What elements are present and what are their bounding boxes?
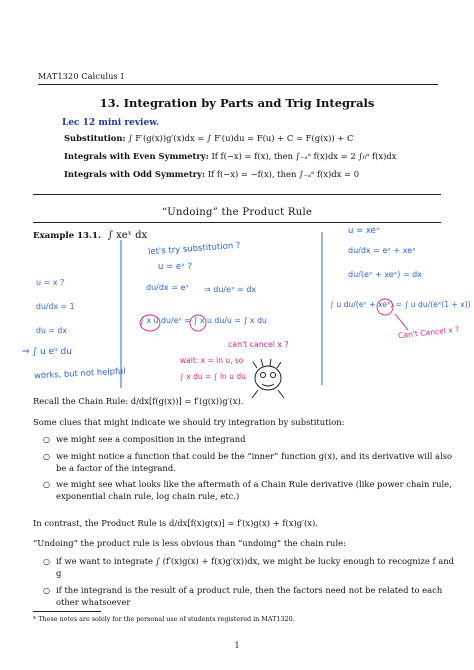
- odd-symmetry-formula: If f(−x) = −f(x), then ∫₋ₐᵃ f(x)dx = 0: [207, 169, 360, 179]
- footnote: * These notes are solely for the personal use of students registered in MAT1320.: [33, 615, 295, 623]
- chain-rule-text: Recall the Chain Rule:: [33, 396, 129, 406]
- arrow-to-cant-cancel: [395, 314, 408, 330]
- handwriting-du-dx-one: du/dx = 1: [36, 302, 75, 311]
- section-title: “Undoing” the Product Rule: [161, 207, 313, 218]
- example-number: Example 13.1.: [33, 231, 101, 241]
- even-symmetry-formula: If f(−x) = f(x), then ∫₋ₐᵃ f(x)dx = 2 ∫₀ᵃ f(x)dx: [211, 151, 397, 161]
- handwriting-u-equals-xex: u = xeˣ: [348, 226, 380, 236]
- undoing-item: ○ if the integrand is the result of a product rule, then the factors need not be related to each other whatsoever: [43, 585, 443, 607]
- handwriting-du-dx-ex: du/dx = eˣ: [146, 283, 189, 292]
- handwriting-cant-cancel-right: Can't Cancel x ?: [397, 324, 460, 341]
- handwriting-du-equals-dx: du = dx: [36, 326, 67, 335]
- page-number: 1: [234, 641, 240, 650]
- circle-x-left: [140, 315, 160, 331]
- handwriting-u-equals-ex: u = eˣ ?: [158, 262, 193, 272]
- undoing-text: if we want to integrate ∫ (f′(x)g(x) + f(x)g′(x))dx, we might be lucky enough to recognize f and g: [56, 556, 455, 578]
- undoing-text: if the integrand is the result of a product rule, then the factors need not be related to each other whatsoever: [56, 585, 443, 607]
- circle-x-right: [377, 299, 393, 315]
- clue-item: ○ we might see what looks like the aftermath of a Chain Rule derivative (like power chain rule, exponential chain rule, log chain rule, etc.): [43, 479, 452, 501]
- clue-text: we might notice a function that could be the “inner” function g(x), and its derivative will also be a factor of the integrand.: [56, 451, 453, 473]
- running-header: MAT1320 Calculus I: [38, 72, 124, 81]
- undoing-intro: “Undoing” the product rule is less obvious than “undoing” the chain rule:: [33, 538, 346, 548]
- handwriting-result: ∫ x du = ∫ ln u du: [180, 372, 246, 381]
- handwriting-dx-from-du: ⇒ du/eˣ = dx: [204, 285, 257, 294]
- review-heading: Lec 12 mini review.: [62, 118, 160, 128]
- footnote-rule: [33, 611, 101, 612]
- chain-rule-line: [33, 396, 243, 406]
- even-symmetry-label: Integrals with Even Symmetry:: [64, 151, 209, 161]
- doodle-face: [252, 359, 284, 398]
- chain-rule-formula: d/dx[f(g(x))] = f′(g(x))g′(x).: [130, 396, 244, 406]
- handwriting-wait: wait: x = ln u, so: [180, 356, 244, 365]
- handwriting-integral-right: ∫ u du/(eˣ + xeˣ) = ∫ u du/(eˣ(1 + x)): [330, 300, 471, 309]
- product-rule-line: [33, 518, 318, 528]
- handwriting-du-dx-right: du/dx = eˣ + xeˣ: [348, 246, 416, 255]
- clue-text: we might see a composition in the integrand: [56, 434, 246, 444]
- handwriting-dx-expression: du/(eˣ + xeˣ) = dx: [348, 270, 422, 279]
- clue-item: ○ we might notice a function that could be the “inner” function g(x), and its derivative will also be a factor of the integrand.: [43, 451, 453, 473]
- clues-intro: Some clues that might indicate we should try integration by substitution:: [33, 417, 345, 427]
- example-integral: ∫ xeˣ dx: [107, 230, 148, 241]
- handwriting-cant-cancel: can't cancel x ?: [228, 340, 289, 349]
- substitution-label: Substitution:: [64, 133, 126, 143]
- page-title: 13. Integration by Parts and Trig Integrals: [99, 96, 375, 110]
- clue-item: ○ we might see a composition in the integrand: [43, 434, 246, 444]
- clue-text: we might see what looks like the aftermath of a Chain Rule derivative (like power chain rule, exponential chain rule, log chain rule, etc.): [56, 479, 452, 501]
- undoing-item: ○ if we want to integrate ∫ (f′(x)g(x) + f(x)g′(x))dx, we might be lucky enough to recognize f and g: [43, 556, 455, 578]
- handwriting-try-substitution: let's try substitution ?: [147, 240, 241, 258]
- handwriting-integral-ueu: ⇒ ∫ u eᵘ du: [22, 347, 72, 357]
- circle-x-middle: [190, 315, 206, 331]
- odd-symmetry-label: Integrals with Odd Symmetry:: [64, 169, 206, 179]
- substitution-formula: ∫ F′(g(x))g′(x)dx = ∫ F′(u)du = F(u) + C = F(g(x)) + C: [128, 133, 354, 143]
- product-rule-formula: d/dx[f(x)g(x)] = f′(x)g(x) + f(x)g′(x).: [169, 518, 318, 528]
- handwriting-not-helpful: works, but not helpful: [33, 365, 126, 381]
- handwriting-u-equals-x: u = x ?: [36, 278, 65, 287]
- handwriting-integral-chain: ∫ x u du/eˣ = ∫ x u du/u = ∫ x du: [140, 316, 267, 325]
- product-rule-text: In contrast, the Product Rule is: [33, 518, 167, 528]
